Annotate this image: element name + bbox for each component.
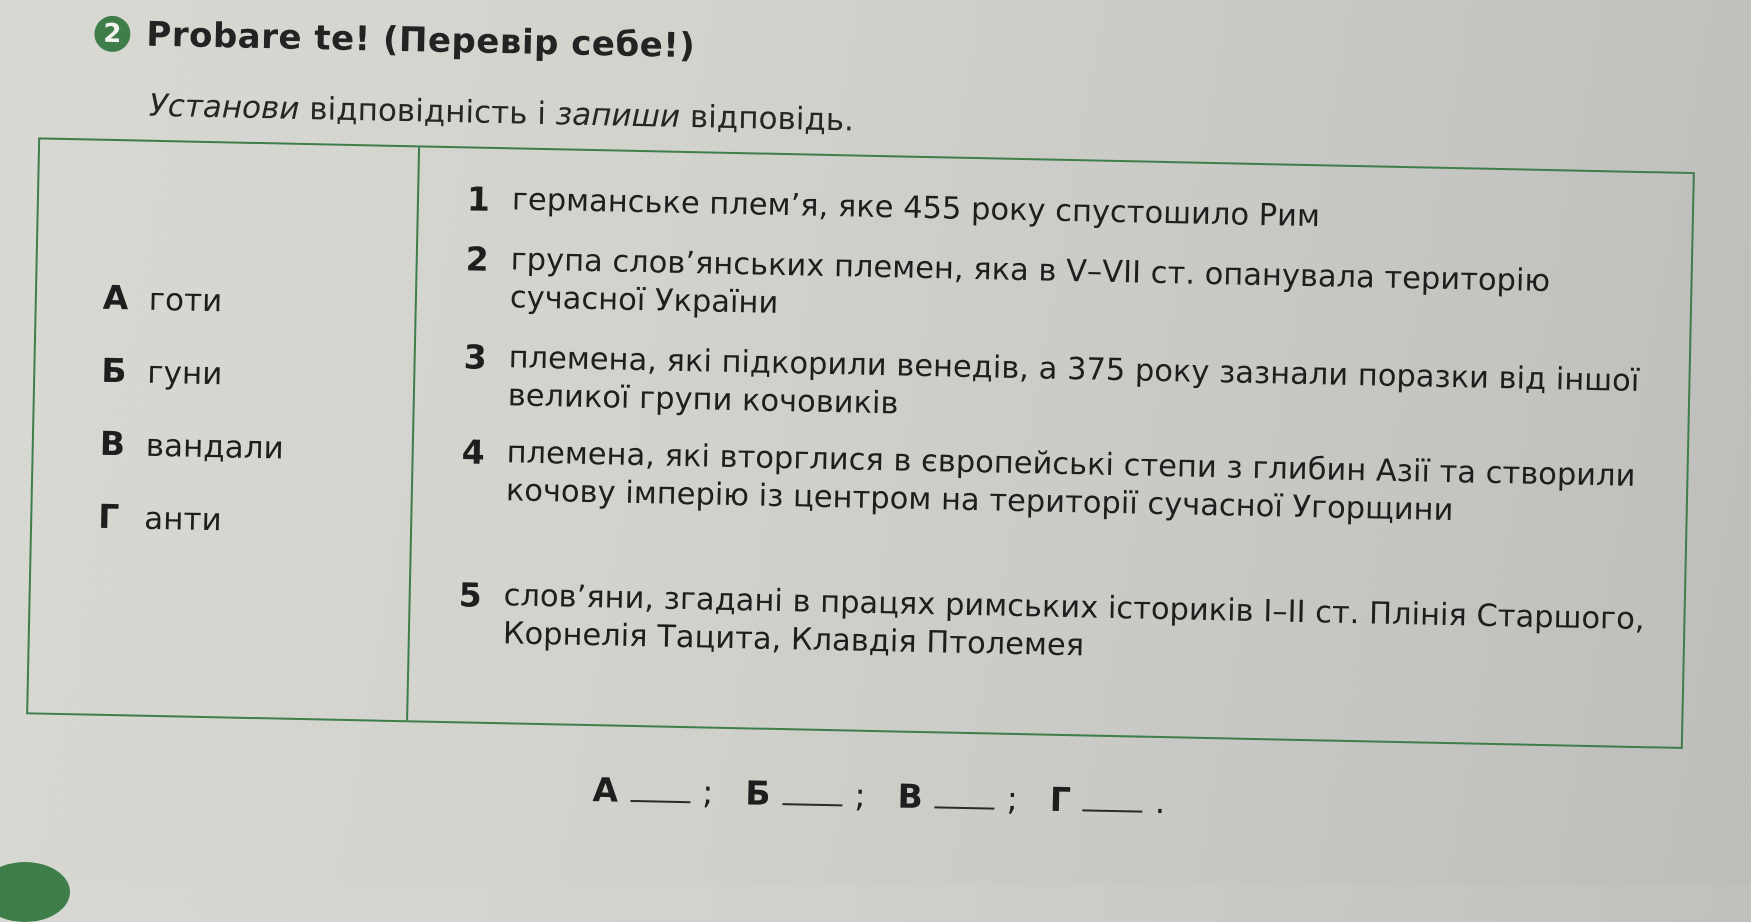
- exercise-header: [94, 14, 696, 67]
- answer-blank-g[interactable]: [1083, 781, 1144, 812]
- answer-label-b: Б: [744, 773, 771, 813]
- left-text: гуни: [146, 354, 223, 393]
- right-text: слов’яни, згадані в працях римських істориків I–II ст. Плінія Старшого, Корнелія Тацита, Клавдія Птолемея: [502, 578, 1645, 664]
- left-item-b: [101, 351, 223, 393]
- right-number: 2: [465, 239, 490, 279]
- right-number: 1: [466, 179, 491, 219]
- left-text: анти: [143, 500, 223, 539]
- exercise-number-badge: 2: [94, 16, 131, 53]
- matching-table: [26, 137, 1695, 749]
- instruction-italic-2: запиши: [555, 96, 681, 135]
- left-text: вандали: [145, 427, 285, 467]
- left-text: готи: [148, 281, 223, 320]
- answer-separator: ;: [854, 775, 866, 815]
- left-letter: А: [102, 277, 129, 318]
- right-item-5: [458, 576, 1654, 677]
- left-letter: Б: [100, 350, 127, 391]
- exercise-title: Probare te! (Перевір себе!): [145, 14, 696, 67]
- left-letter: Г: [97, 496, 120, 537]
- instruction-italic-1: Установи: [148, 87, 300, 127]
- answer-line: [592, 770, 1165, 821]
- answer-separator: ;: [1006, 778, 1019, 819]
- left-item-g: [98, 497, 222, 539]
- left-column: [28, 139, 420, 720]
- answer-blank-v[interactable]: [934, 778, 995, 809]
- instruction-plain-1: відповідність і: [299, 90, 557, 133]
- right-number: 4: [461, 432, 486, 472]
- right-text: група слов’янських племен, яка в V–VII ст. опанувала територію сучасної України: [509, 242, 1551, 321]
- right-text: германське плем’я, яке 455 року спустошило Рим: [511, 182, 1321, 235]
- answer-separator: ;: [701, 772, 714, 812]
- right-item-3: [463, 338, 1659, 439]
- right-number: 3: [463, 337, 488, 377]
- right-text: племена, які підкорили венедів, а 375 року зазнали поразки від іншої великої групи кочовиків: [507, 340, 1640, 422]
- right-item-4: [461, 433, 1657, 534]
- decorative-corner-shape: [0, 862, 70, 922]
- left-item-v: [99, 424, 284, 467]
- instruction-plain-2: відповідь.: [679, 98, 855, 139]
- answer-blank-b[interactable]: [782, 775, 843, 806]
- right-item-2: [465, 240, 1661, 341]
- right-text: племена, які вторглися в європейські степи з глибин Азії та створили кочову імперію із центром на території сучасної Угорщини: [505, 435, 1636, 529]
- right-number: 5: [458, 575, 483, 615]
- answer-blank-a[interactable]: [630, 772, 691, 803]
- answer-label-g: Г: [1049, 779, 1072, 820]
- answer-end-period: .: [1154, 781, 1166, 822]
- left-item-a: [102, 278, 222, 319]
- right-column: [408, 147, 1693, 747]
- answer-label-v: В: [897, 776, 924, 817]
- left-letter: В: [99, 423, 126, 464]
- instruction-text: [149, 88, 855, 139]
- right-item-1: [467, 180, 1663, 243]
- answer-label-a: А: [592, 770, 619, 810]
